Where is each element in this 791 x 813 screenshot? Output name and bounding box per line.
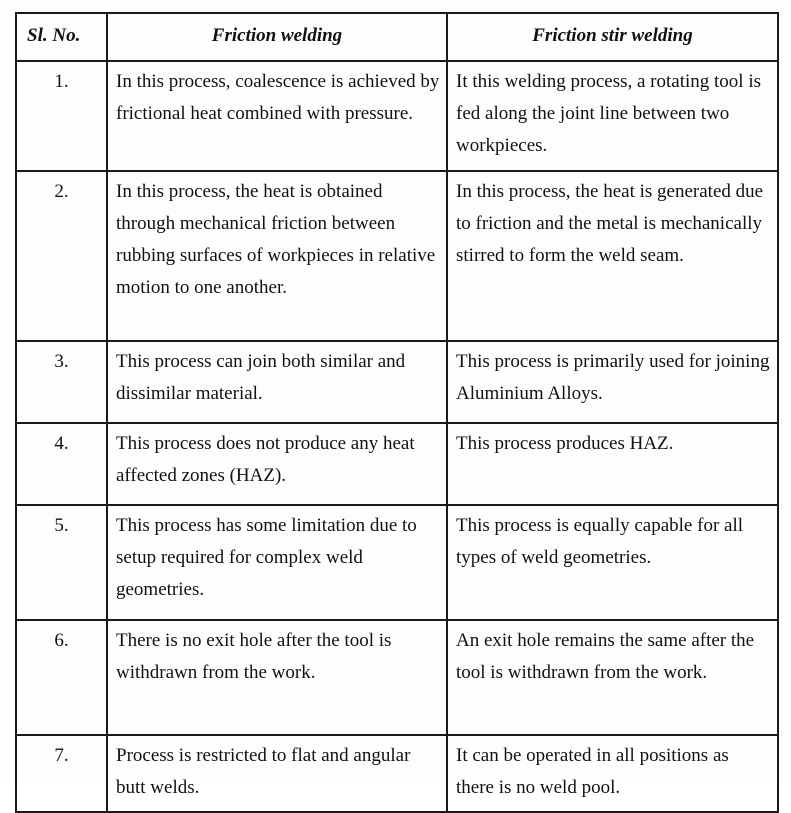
friction-welding-cell: Process is restricted to flat and angular butt welds. (107, 735, 447, 812)
friction-stir-welding-cell: This process produces HAZ. (447, 423, 778, 505)
row-number: 3. (16, 341, 107, 423)
friction-stir-welding-cell: An exit hole remains the same after the tool is withdrawn from the work. (447, 620, 778, 735)
table-row (16, 171, 778, 341)
row-number: 4. (16, 423, 107, 505)
friction-welding-cell: There is no exit hole after the tool is withdrawn from the work. (107, 620, 447, 735)
header-row (16, 13, 778, 61)
friction-stir-welding-cell: This process is equally capable for all types of weld geometries. (447, 505, 778, 620)
row-number: 6. (16, 620, 107, 735)
table-row (16, 61, 778, 171)
header-friction-welding: Friction welding (107, 13, 447, 61)
friction-welding-cell: In this process, coalescence is achieved by frictional heat combined with pressure. (107, 61, 447, 171)
friction-welding-cell: This process has some limitation due to setup required for complex weld geometries. (107, 505, 447, 620)
table-row (16, 423, 778, 505)
table-row (16, 341, 778, 423)
friction-welding-cell: This process can join both similar and dissimilar material. (107, 341, 447, 423)
friction-stir-welding-cell: In this process, the heat is generated due to friction and the metal is mechanically stirred to form the weld seam. (447, 171, 778, 341)
friction-welding-cell: In this process, the heat is obtained through mechanical friction between rubbing surfaces of workpieces in relative motion to one another. (107, 171, 447, 341)
friction-welding-cell: This process does not produce any heat affected zones (HAZ). (107, 423, 447, 505)
row-number: 5. (16, 505, 107, 620)
row-number: 7. (16, 735, 107, 812)
row-number: 2. (16, 171, 107, 341)
table-row (16, 735, 778, 812)
comparison-table (15, 12, 779, 813)
friction-stir-welding-cell: This process is primarily used for joining Aluminium Alloys. (447, 341, 778, 423)
header-friction-stir-welding: Friction stir welding (447, 13, 778, 61)
table-row (16, 620, 778, 735)
friction-stir-welding-cell: It can be operated in all positions as there is no weld pool. (447, 735, 778, 812)
friction-stir-welding-cell: It this welding process, a rotating tool is fed along the joint line between two workpieces. (447, 61, 778, 171)
header-sl-no: Sl. No. (16, 13, 107, 61)
table-row (16, 505, 778, 620)
row-number: 1. (16, 61, 107, 171)
